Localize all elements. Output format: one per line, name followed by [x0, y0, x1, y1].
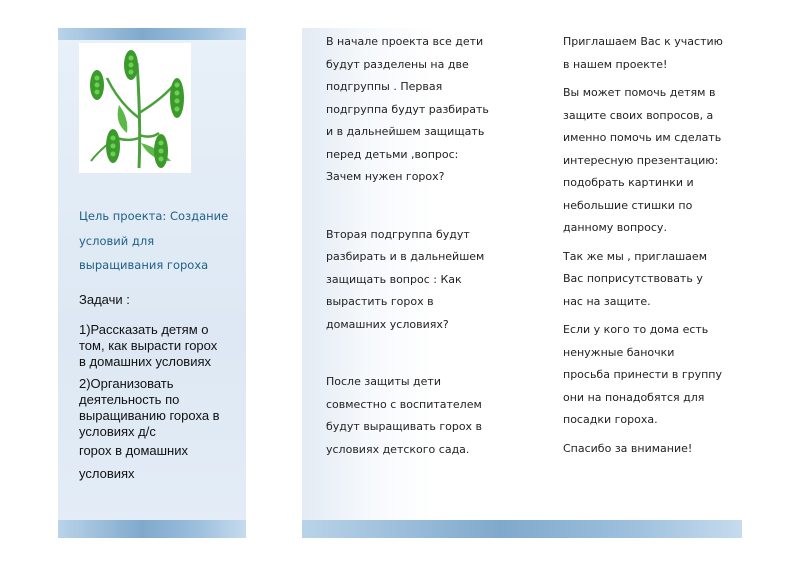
text-line: данному вопросу. [563, 221, 667, 234]
text-line: домашних условиях? [326, 317, 449, 331]
right-paragraph-2 [563, 82, 738, 240]
task-line: 1)Рассказать детям о [79, 322, 209, 337]
middle-paragraph-2 [326, 224, 526, 337]
task-line: условиях д/с [79, 424, 156, 439]
task-line: том, как вырасти горох [79, 338, 218, 353]
text-line: В начале проекта все дети [326, 35, 484, 48]
goal-line: условий для [79, 233, 155, 248]
text-line: Зачем нужен горох? [326, 170, 445, 183]
text-line: подгруппа будут разбирать [326, 102, 489, 116]
task-line: деятельность по [79, 392, 180, 407]
text-line: просьба принести в группу [563, 368, 722, 381]
goal-line: выращивания гороха [79, 258, 209, 272]
right-paragraph-5 [563, 438, 738, 461]
tasks-heading: Задачи : [79, 292, 130, 307]
middle-column [326, 31, 526, 461]
task-line: горох в домашних [79, 443, 188, 458]
task-1 [79, 322, 244, 370]
text-line: будут разделены на две [326, 57, 469, 71]
text-line: перед детьми ,вопрос: [326, 147, 459, 161]
text-line: ненужные баночки [563, 345, 675, 359]
middle-paragraph-1 [326, 31, 526, 189]
text-line: защищать вопрос : Как [326, 272, 462, 286]
goal-line: Цель проекта: Создание [79, 209, 229, 223]
text-line: подгруппы . Первая [326, 80, 443, 93]
text-line: подобрать картинки и [563, 176, 694, 189]
text-line: именно помочь им сделать [563, 131, 722, 144]
text-line: небольшие стишки по [563, 198, 693, 212]
project-goal [79, 204, 239, 278]
text-line: После защиты дети [326, 375, 441, 388]
pea-plant-image [79, 43, 191, 173]
tasks-block [79, 292, 244, 482]
right-paragraph-1 [563, 31, 738, 76]
text-line: Вы может помочь детям в [563, 86, 716, 99]
text-line: защите своих вопросов, а [563, 108, 714, 122]
task-line: выращиванию гороха в [79, 408, 220, 423]
text-line: нас на защите. [563, 294, 651, 308]
text-line: Если у кого то дома есть [563, 323, 709, 336]
text-line: они на понадобятся для [563, 390, 705, 404]
text-line: интересную презентацию: [563, 153, 719, 167]
right-paragraph-3 [563, 246, 738, 314]
text-line: Спасибо за внимание! [563, 441, 693, 455]
text-line: посадки гороха. [563, 413, 658, 426]
right-column [563, 31, 738, 466]
text-line: Вас поприсутствовать у [563, 272, 703, 285]
text-line: вырастить горох в [326, 295, 434, 308]
top-left-bar [58, 28, 246, 40]
text-line: условиях детского сада. [326, 442, 470, 456]
bottom-left-bar [58, 520, 246, 538]
task-2 [79, 376, 244, 482]
text-line: будут выращивать горох в [326, 420, 483, 433]
task-line: в домашних условиях [79, 354, 212, 369]
task-line: 2)Организовать [79, 376, 174, 391]
text-line: Приглашаем Вас к участию [563, 35, 723, 48]
text-line: разбирать и в дальнейшем [326, 250, 485, 263]
task-line: условиях [79, 466, 135, 481]
right-paragraph-4 [563, 319, 738, 432]
text-line: в нашем проекте! [563, 57, 668, 71]
text-line: и в дальнейшем защищать [326, 125, 485, 138]
text-line: Вторая подгруппа будут [326, 227, 470, 241]
middle-paragraph-3 [326, 371, 526, 461]
text-line: совместно с воспитателем [326, 397, 482, 411]
text-line: Так же мы , приглашаем [563, 249, 707, 263]
bottom-right-bar [302, 520, 742, 538]
